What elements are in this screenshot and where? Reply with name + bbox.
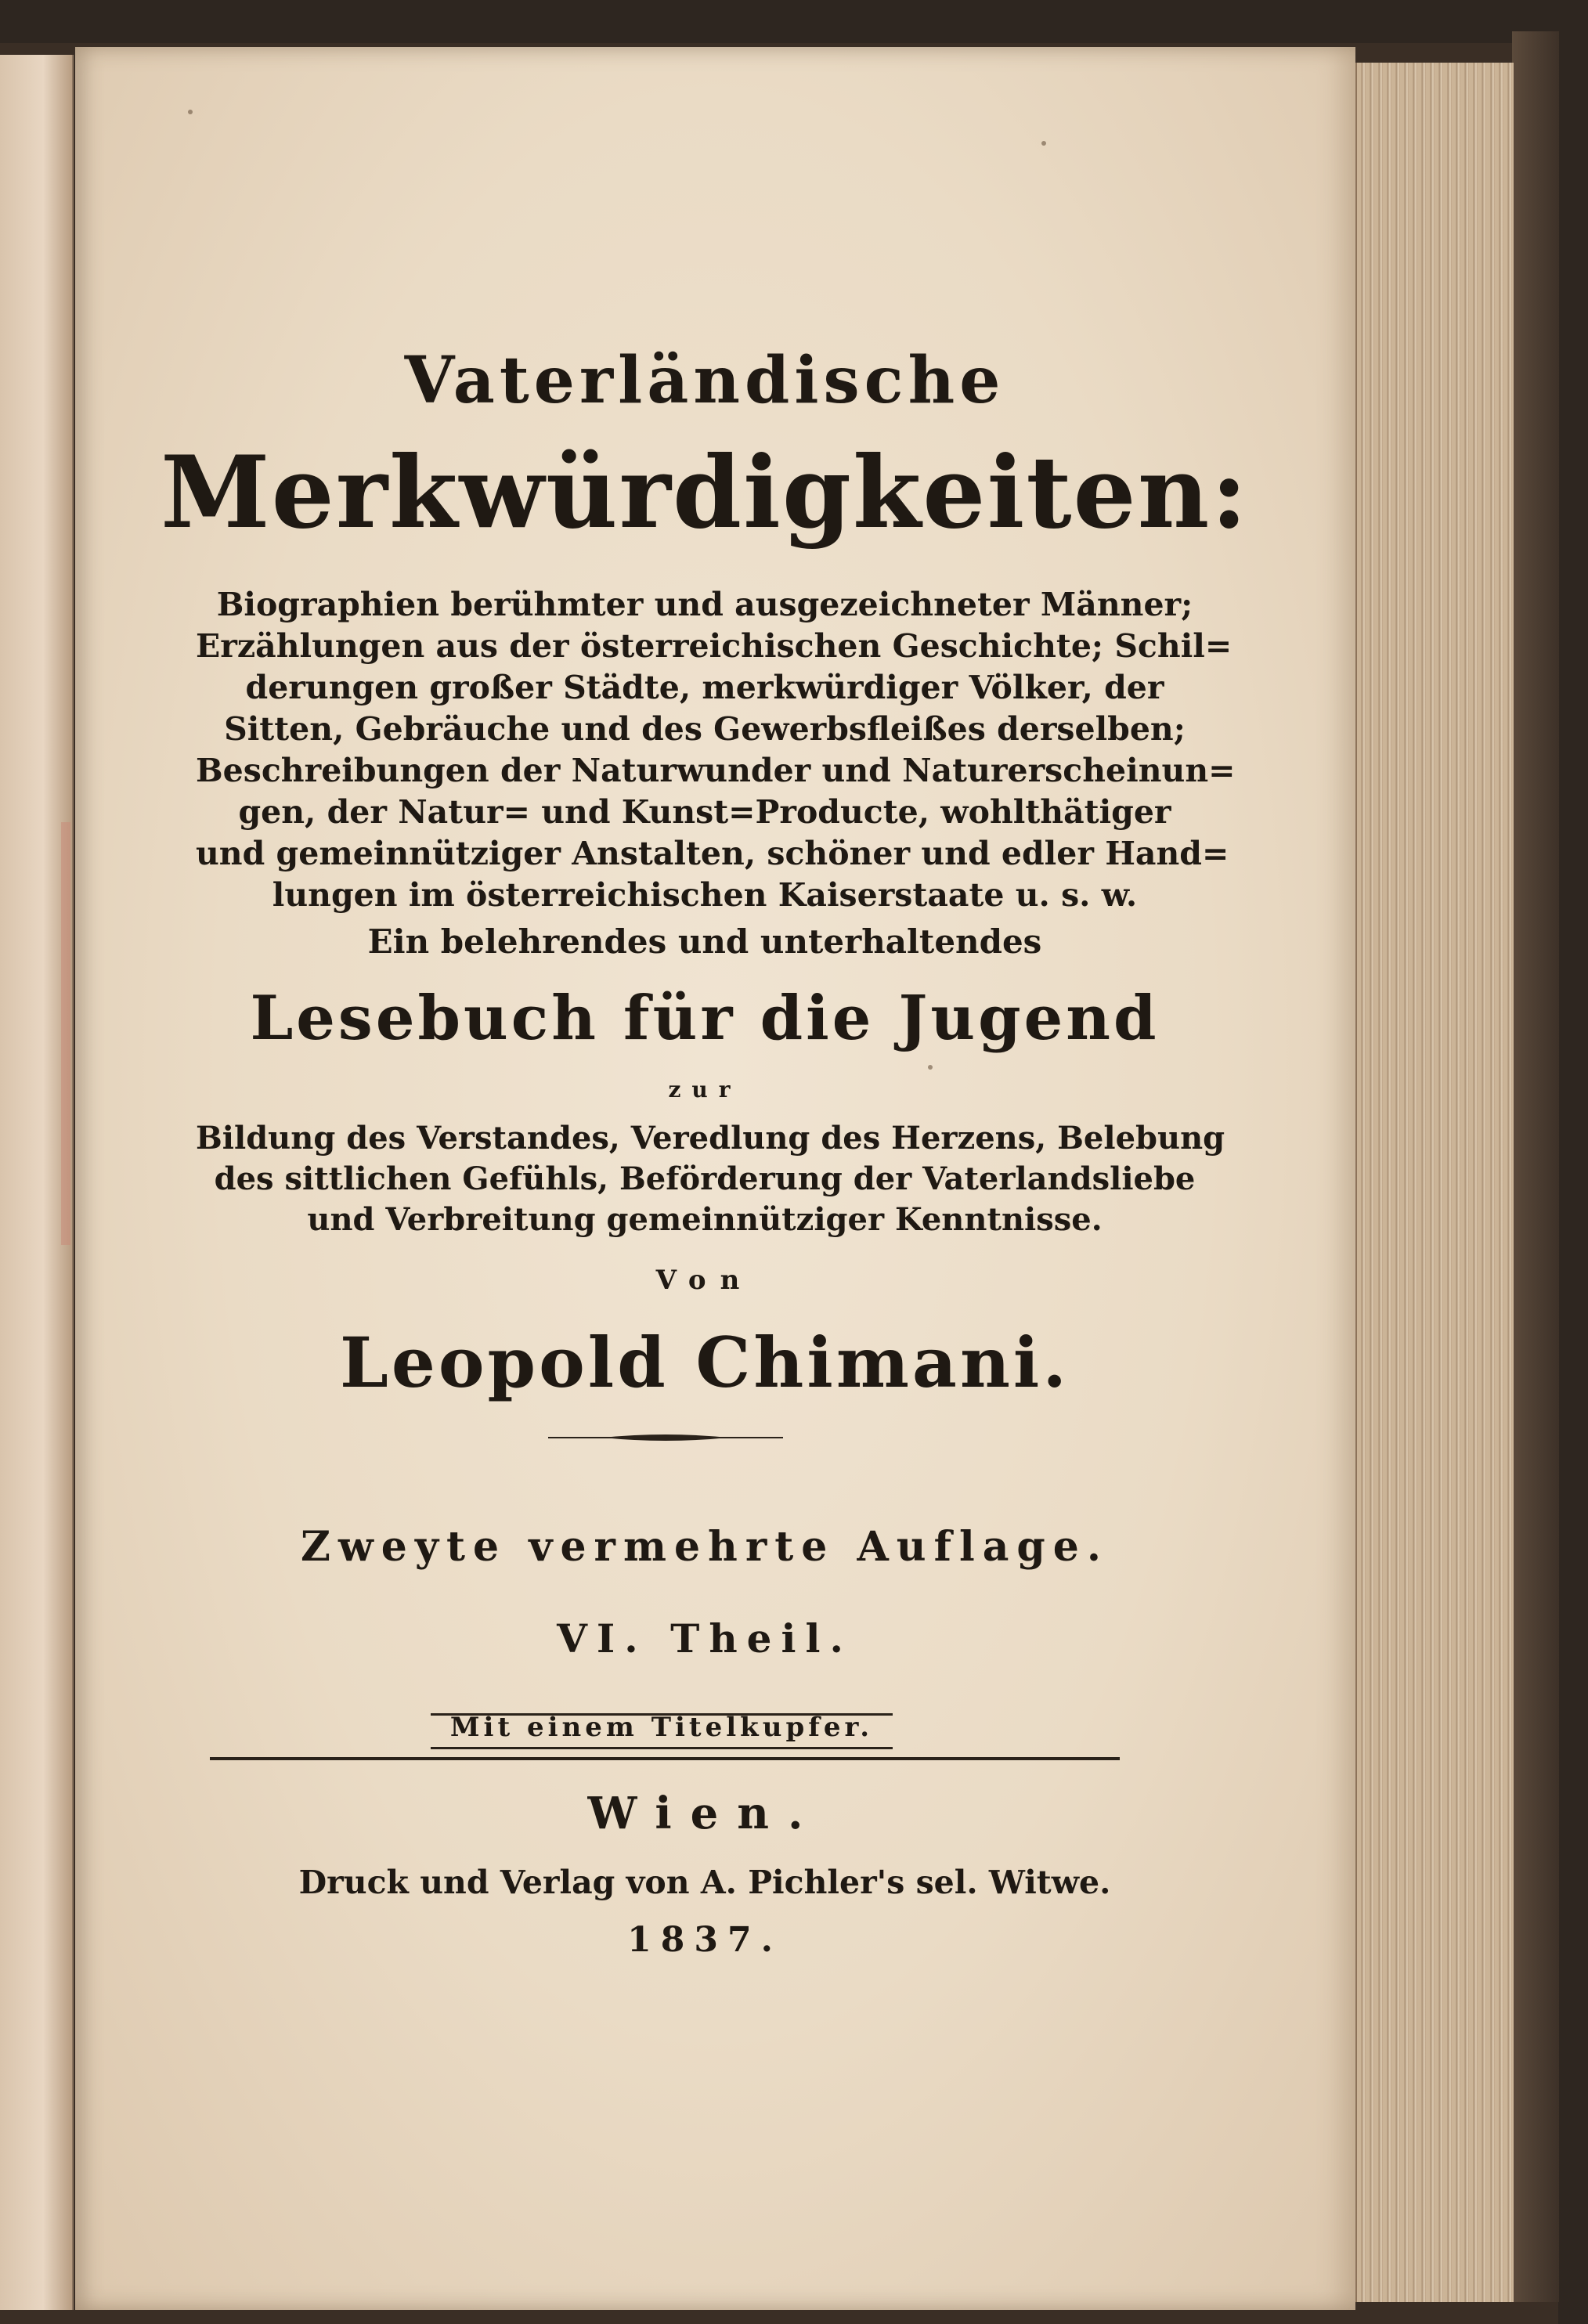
subtitle-line: Sitten, Gebräuche und des Gewerbsfleißes derselben; <box>224 710 1186 748</box>
subtitle-line: gen, der Natur= und Kunst=Producte, wohlthätiger <box>238 793 1171 831</box>
purpose-line: des sittlichen Gefühls, Beförderung der Vaterlandsliebe <box>214 1160 1196 1197</box>
horizontal-rule <box>210 1757 1120 1760</box>
lesebuch-heading: Lesebuch für die Jugend <box>250 983 1160 1054</box>
plate-note: Mit einem Titelkupfer. <box>449 1712 874 1743</box>
ornamental-rule <box>548 1433 783 1442</box>
subtitle-line: lungen im österreichischen Kaiserstaate u. s. w. <box>272 876 1138 914</box>
title-line-1: Vaterländische <box>404 343 1005 418</box>
subtitle-line: und gemeinnütziger Anstalten, schöner und edler Hand= <box>196 835 1229 872</box>
purpose-line: Bildung des Verstandes, Veredlung des Herzens, Belebung <box>196 1120 1225 1157</box>
subtitle-line: Biographien berühmter und ausgezeichneter Männer; <box>216 586 1193 623</box>
author-name: Leopold Chimani. <box>339 1322 1070 1403</box>
zur-word: zur <box>668 1077 742 1102</box>
subtitle-line: Beschreibungen der Naturwunder und Naturerscheinun= <box>196 752 1236 789</box>
paper-speck <box>928 1065 933 1070</box>
edition-line: Zweyte vermehrte Auflage. <box>301 1523 1109 1571</box>
von-word: Von <box>655 1265 754 1296</box>
purpose-line: und Verbreitung gemeinnütziger Kenntnisse. <box>307 1201 1103 1238</box>
paper-speck <box>1041 141 1046 146</box>
imprint-publisher: Druck und Verlag von A. Pichler's sel. Witwe. <box>298 1864 1111 1901</box>
subtitle-line: derungen großer Städte, merkwürdiger Völker, der <box>245 669 1164 706</box>
imprint-city: Wien. <box>587 1788 822 1839</box>
intro-line: Ein belehrendes und unterhaltendes <box>367 922 1042 961</box>
paper-speck <box>188 110 193 114</box>
subtitle-line: Erzählungen aus der österreichischen Geschichte; Schil= <box>196 627 1233 665</box>
imprint-year: 1837. <box>627 1920 782 1960</box>
volume-part: VI. Theil. <box>557 1615 853 1662</box>
title-line-2: Merkwürdigkeiten: <box>161 435 1249 550</box>
